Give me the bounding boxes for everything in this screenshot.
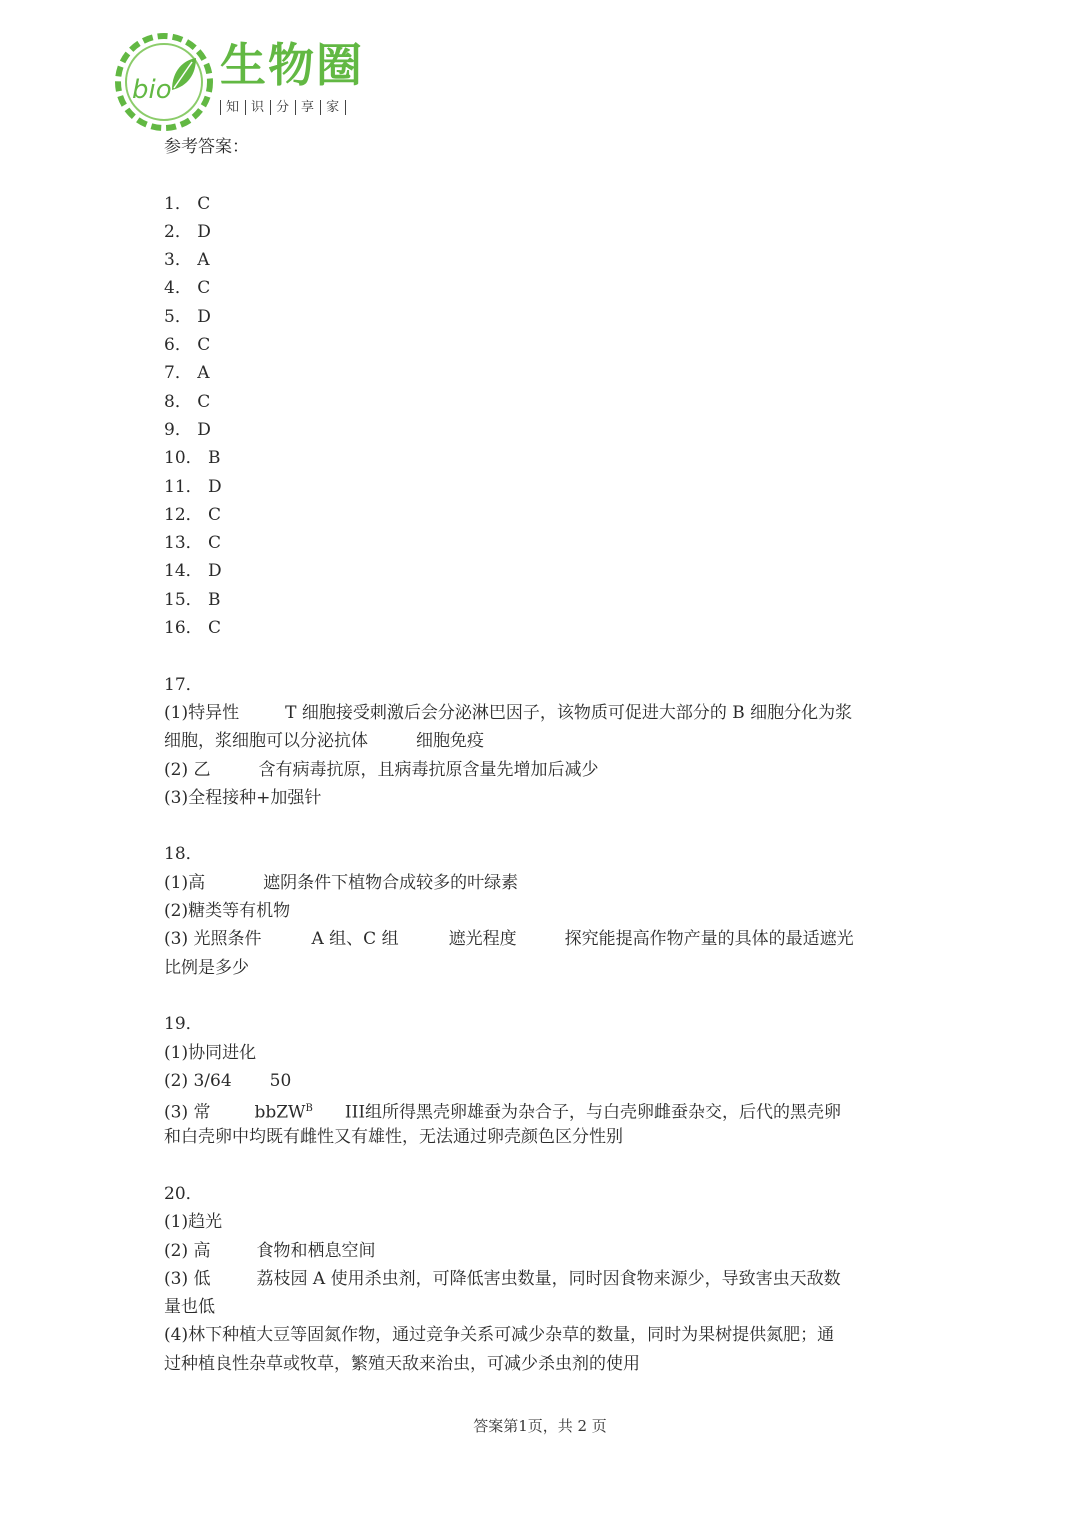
answer-item: 15． B bbox=[164, 589, 221, 610]
answer-item: 3． A bbox=[164, 250, 210, 271]
choice-answers bbox=[164, 190, 924, 643]
question-20: 20． (1)趋光 (2) 高 食物和栖息空间 (3) 低 荔枝园 A 使用杀虫剂，可降低害虫数量，同时因食物来源少，导致害虫天敌数 量也低 (4)林下种植大豆等固氮作物，通过竞争关系可减少杂草的数量，同时为果树提供氮肥；通 过种植良性杂草或牧草，繁殖天敌来治虫，可减少杀虫剂的使用 bbox=[164, 1180, 924, 1378]
page-footer: 答案第1页，共 2 页 bbox=[473, 1417, 607, 1435]
question-18: 18． (1)高 遮阴条件下植物合成较多的叶绿素 (2)糖类等有机物 (3) 光照条件 A 组、C 组 遮光程度 探究能提高作物产量的具体的最适遮光 比例是多少 bbox=[164, 840, 924, 981]
answer-item: 8． C bbox=[164, 391, 211, 412]
answer-item: 4． C bbox=[164, 278, 211, 299]
bio-leaf-icon bbox=[112, 30, 216, 134]
logo-mark-text: bio bbox=[132, 75, 172, 105]
answer-item: 14． D bbox=[164, 561, 222, 582]
answer-item: 11． D bbox=[164, 476, 222, 497]
answer-item: 1． C bbox=[164, 193, 211, 214]
answer-item: 10． B bbox=[164, 448, 221, 469]
answer-item: 12． C bbox=[164, 504, 222, 525]
answer-item: 5． D bbox=[164, 306, 211, 327]
page-heading: 参考答案： bbox=[164, 137, 249, 157]
answer-item: 2． D bbox=[164, 221, 211, 242]
answer-content bbox=[164, 133, 924, 1378]
logo bbox=[112, 30, 392, 134]
answer-item: 16． C bbox=[164, 618, 222, 639]
question-number: 17． bbox=[164, 674, 203, 695]
logo-subtitle: 知 识 分 享 家 bbox=[220, 96, 346, 115]
question-17: 17． (1)特异性 T 细胞接受刺激后会分泌淋巴因子，该物质可促进大部分的 B 细胞分化为浆 细胞，浆细胞可以分泌抗体 细胞免疫 (2) 乙 含有病毒抗原，且病毒抗原含量先增加后减少 (3)全程接种+加强针 bbox=[164, 671, 924, 812]
question-number: 18． bbox=[164, 844, 203, 865]
answer-item: 7． A bbox=[164, 363, 210, 384]
answer-item: 6． C bbox=[164, 335, 211, 356]
question-19: 19． (1)协同进化 (2) 3/64 50 (3) 常 bbZW$^B$ III组所得黑壳卵雄蚕为杂合子，与白壳卵雌蚕杂交，后代的黑壳卵 和白壳卵中均既有雌性又有雄性，无法通过卵壳颜色区分性别 bbox=[164, 1010, 924, 1151]
question-number: 19． bbox=[164, 1014, 203, 1035]
logo-title: 生物圈 bbox=[220, 38, 364, 92]
question-number: 20． bbox=[164, 1183, 203, 1204]
answer-item: 9． D bbox=[164, 419, 211, 440]
answer-item: 13． C bbox=[164, 533, 222, 554]
